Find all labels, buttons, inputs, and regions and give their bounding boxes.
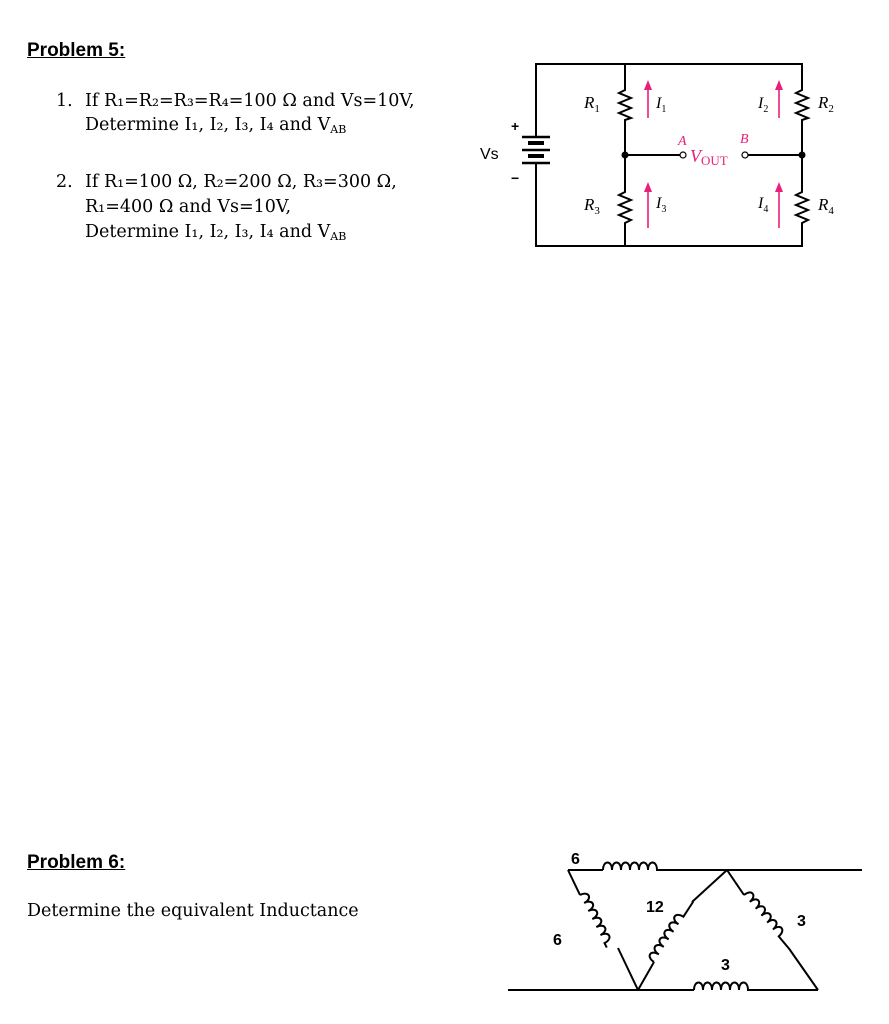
label-i3: $I_3$ — [656, 195, 667, 215]
item2-number: 2. — [56, 172, 73, 192]
item1-number: 1. — [56, 91, 73, 111]
source-label: Vs — [480, 146, 499, 163]
problem6-text: Determine the equivalent Inductance — [27, 901, 359, 921]
wire-left-lower — [618, 948, 638, 990]
inductor-wires — [508, 863, 862, 991]
wire-right-lower — [790, 950, 818, 990]
item1-line2-text: Determine I₁, I₂, I₃, I₄ and V — [85, 115, 331, 135]
label-i2: $I_2$ — [758, 95, 769, 115]
label-r2: $R_2$ — [818, 93, 834, 115]
label-r3: $R_3$ — [584, 195, 600, 217]
label-l-right: 3 — [797, 913, 806, 930]
wire-right-upper — [727, 870, 744, 895]
inductor-right-coil — [744, 890, 796, 950]
item1-line2-sub: AB — [330, 123, 347, 136]
label-r4: $R_4$ — [818, 195, 834, 217]
label-l-bottom: 3 — [721, 957, 730, 974]
label-node-b: B — [740, 132, 749, 147]
wire-left-upper — [568, 870, 580, 895]
item2-line3-sub: AB — [330, 230, 347, 243]
label-l-top: 6 — [571, 851, 580, 868]
wire-mid-lower — [638, 962, 654, 990]
label-r1: $R_1$ — [584, 93, 600, 115]
label-l-left: 6 — [553, 932, 562, 949]
label-i1: $I_1$ — [656, 95, 667, 115]
label-node-a: A — [678, 134, 687, 149]
source-minus: − — [511, 170, 520, 186]
item1-line1: If R₁=R₂=R₃=R₄=100 Ω and Vs=10V, — [85, 91, 415, 111]
wire-mid-upper — [692, 870, 727, 902]
label-l-mid: 12 — [646, 899, 664, 916]
source-plus: + — [511, 118, 520, 134]
inductor-left-coil — [580, 892, 613, 948]
item2-line2: R₁=400 Ω and Vs=10V, — [85, 197, 292, 217]
inductor-top-coil — [603, 863, 658, 871]
inductor-bottom-coil — [694, 983, 762, 991]
problem6-heading: Problem 6: — [27, 852, 126, 873]
item2-line1: If R₁=100 Ω, R₂=200 Ω, R₃=300 Ω, — [85, 172, 397, 192]
problem5-heading: Problem 5: — [27, 40, 126, 61]
label-i4: $I_4$ — [758, 195, 769, 215]
label-vout: VOUT — [690, 146, 728, 168]
item2-line3-text: Determine I₁, I₂, I₃, I₄ and V — [85, 222, 331, 242]
